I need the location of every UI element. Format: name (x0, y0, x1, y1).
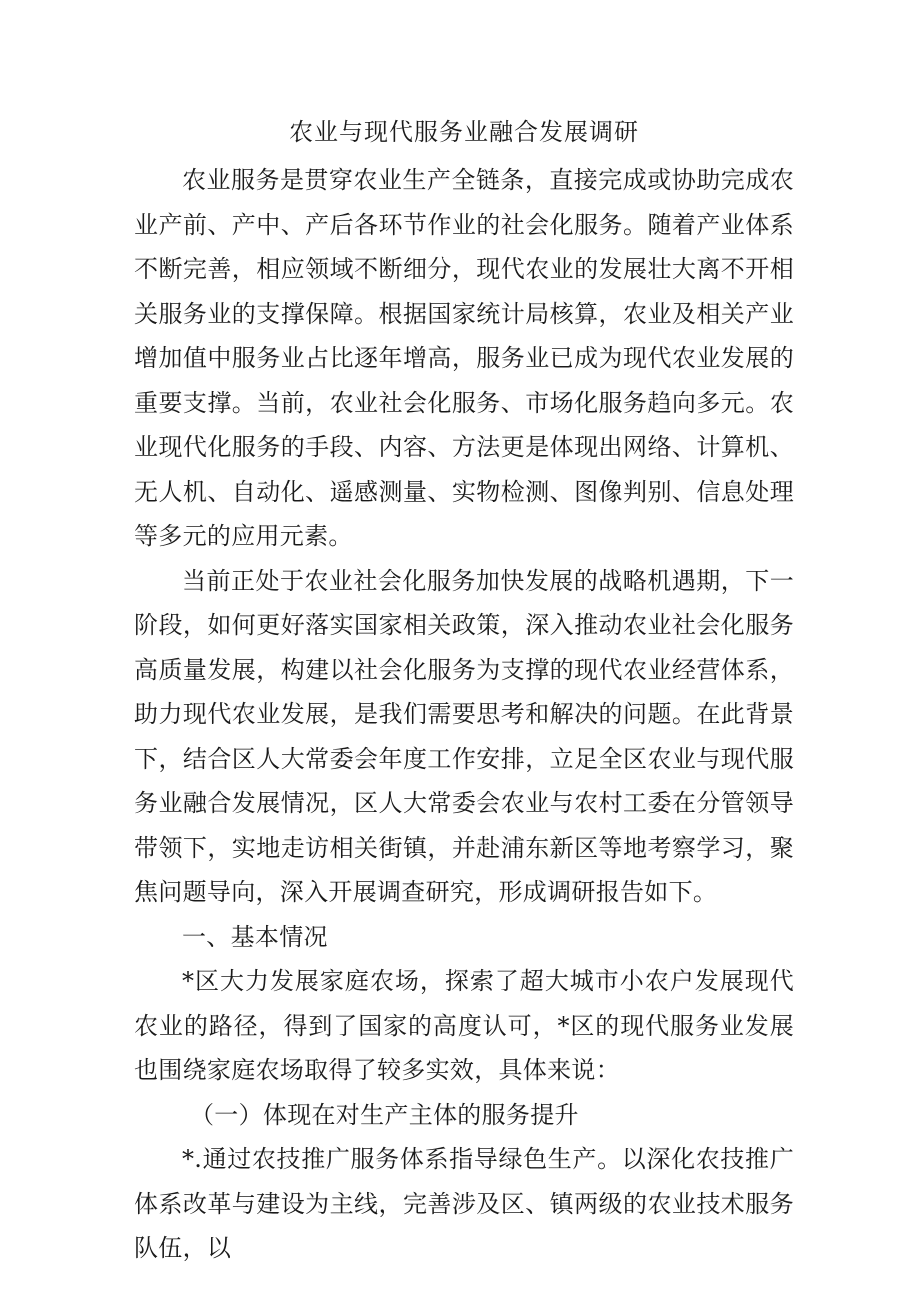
document-title: 农业与现代服务业融合发展调研 (289, 118, 639, 146)
section-heading-basic-situation: 一、基本情况 (182, 922, 328, 951)
paragraph-background: 当前正处于农业社会化服务加快发展的战略机遇期，下一阶段，如何更好落实国家相关政策，深入推动农业社会化服务高质量发展，构建以社会化服务为支撑的现代农业经营体系，助力现代农业发展，是我们需要思考和解决的问题。在此背景下，结合区人大常委会年度工作安排，立足全区农业与现代服务业融合发展情况，区人大常委会农业与农村工委在分管领导带领下，实地走访相关街镇，并赴浦东新区等地考察学习，聚焦问题导向，深入开展调查研究，形成调研报告如下。 (134, 566, 794, 906)
paragraph-family-farms: *区大力发展家庭农场，探索了超大城市小农户发展现代农业的路径，得到了国家的高度认可，*区的现代服务业发展也围绕家庭农场取得了较多实效，具体来说： (134, 967, 794, 1084)
paragraph-agri-tech-extension: *.通过农技推广服务体系指导绿色生产。以深化农技推广体系改革与建设为主线，完善涉及区、镇两级的农业技术服务队伍，以 (134, 1145, 794, 1262)
paragraph-intro: 农业服务是贯穿农业生产全链条，直接完成或协助完成农业产前、产中、产后各环节作业的社会化服务。随着产业体系不断完善，相应领域不断细分，现代农业的发展壮大离不开相关服务业的支撑保障。根据国家统计局核算，农业及相关产业增加值中服务业占比逐年增高，服务业已成为现代农业发展的重要支撑。当前，农业社会化服务、市场化服务趋向多元。农业现代化服务的手段、内容、方法更是体现出网络、计算机、无人机、自动化、遥感测量、实物检测、图像判别、信息处理等多元的应用元素。 (134, 166, 794, 550)
subsection-heading-service-improvement: （一）体现在对生产主体的服务提升 (190, 1100, 579, 1129)
